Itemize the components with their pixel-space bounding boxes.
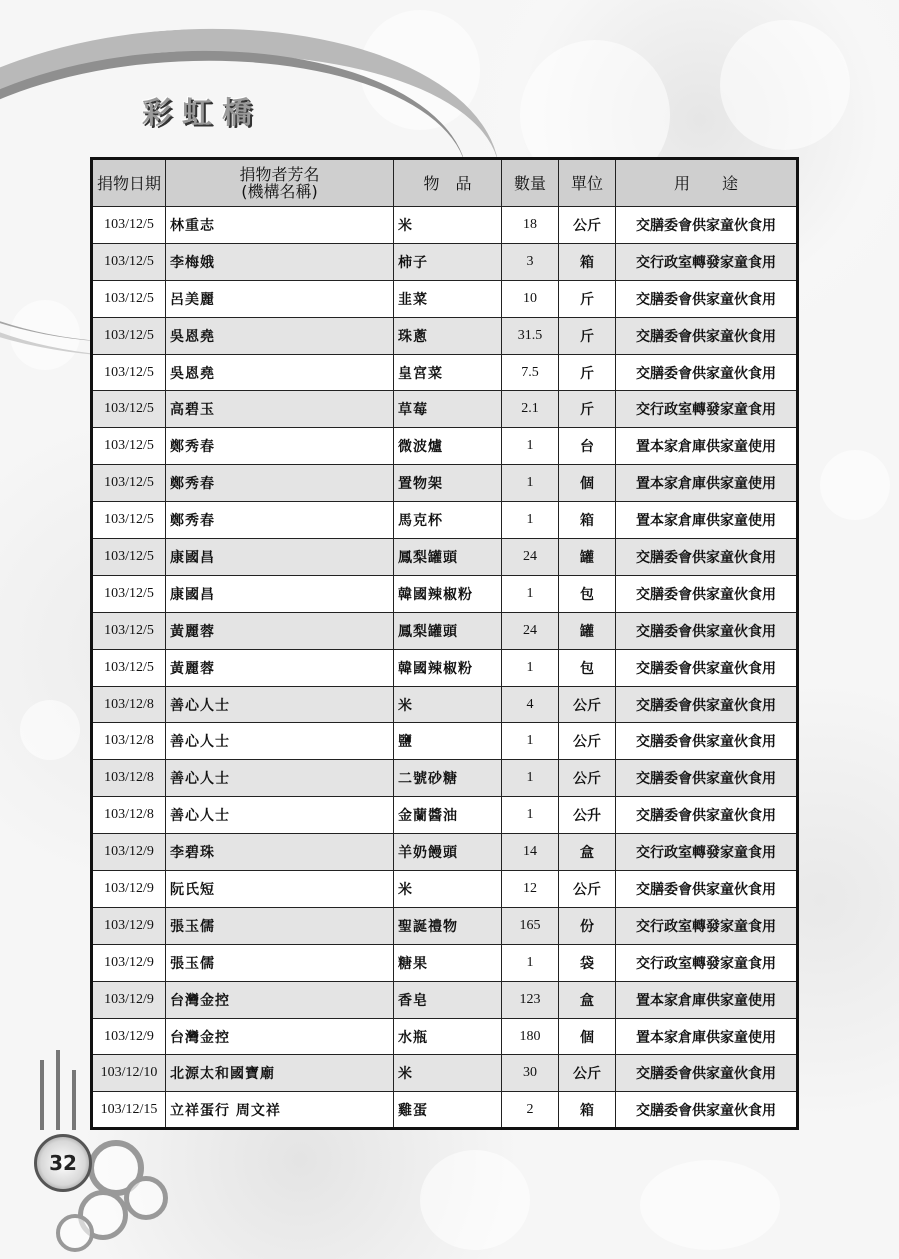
cell-donor: 鄭秀春 xyxy=(166,502,394,539)
cell-purpose: 交行政室轉發家童食用 xyxy=(616,944,798,981)
table-row xyxy=(92,502,798,539)
table-row xyxy=(92,797,798,834)
cell-quantity: 1 xyxy=(502,428,559,465)
table-row xyxy=(92,428,798,465)
cell-quantity: 1 xyxy=(502,723,559,760)
cell-date: 103/12/5 xyxy=(92,502,166,539)
cell-purpose: 交膳委會供家童伙食用 xyxy=(616,1055,798,1092)
cell-quantity: 4 xyxy=(502,686,559,723)
cell-item: 置物架 xyxy=(394,465,502,502)
cell-date: 103/12/5 xyxy=(92,575,166,612)
cell-donor: 台灣金控 xyxy=(166,981,394,1018)
cell-unit: 份 xyxy=(559,907,616,944)
cell-purpose: 交膳委會供家童伙食用 xyxy=(616,280,798,317)
cell-date: 103/12/9 xyxy=(92,907,166,944)
cell-donor: 黃麗蓉 xyxy=(166,649,394,686)
cell-item: 香皂 xyxy=(394,981,502,1018)
cell-purpose: 交膳委會供家童伙食用 xyxy=(616,723,798,760)
cell-purpose: 交行政室轉發家童食用 xyxy=(616,907,798,944)
cell-donor: 康國昌 xyxy=(166,575,394,612)
cell-donor: 李梅娥 xyxy=(166,243,394,280)
flower-stem xyxy=(56,1050,60,1130)
cell-purpose: 置本家倉庫供家童使用 xyxy=(616,428,798,465)
cell-donor: 吳恩堯 xyxy=(166,354,394,391)
cell-unit: 包 xyxy=(559,649,616,686)
cell-date: 103/12/5 xyxy=(92,612,166,649)
cell-item: 二號砂糖 xyxy=(394,760,502,797)
table-row xyxy=(92,207,798,244)
cell-purpose: 交膳委會供家童伙食用 xyxy=(616,575,798,612)
cell-unit: 箱 xyxy=(559,243,616,280)
table-row xyxy=(92,243,798,280)
section-title: 彩虹橋 xyxy=(142,96,262,131)
cell-quantity: 180 xyxy=(502,1018,559,1055)
cell-purpose: 交膳委會供家童伙食用 xyxy=(616,354,798,391)
cell-purpose: 交膳委會供家童伙食用 xyxy=(616,317,798,354)
cell-unit: 公斤 xyxy=(559,760,616,797)
cell-purpose: 交膳委會供家童伙食用 xyxy=(616,760,798,797)
cell-quantity: 1 xyxy=(502,760,559,797)
cell-quantity: 2 xyxy=(502,1092,559,1129)
cell-quantity: 24 xyxy=(502,539,559,576)
cell-date: 103/12/8 xyxy=(92,760,166,797)
cell-donor: 張玉儒 xyxy=(166,944,394,981)
flower-stem xyxy=(72,1070,76,1130)
cell-unit: 盒 xyxy=(559,834,616,871)
cell-unit: 袋 xyxy=(559,944,616,981)
cell-item: 韓國辣椒粉 xyxy=(394,575,502,612)
cell-donor: 台灣金控 xyxy=(166,1018,394,1055)
cell-donor: 吳恩堯 xyxy=(166,317,394,354)
cell-quantity: 1 xyxy=(502,944,559,981)
cell-donor: 李碧珠 xyxy=(166,834,394,871)
cell-donor: 阮氏短 xyxy=(166,871,394,908)
cell-item: 韓國辣椒粉 xyxy=(394,649,502,686)
cell-quantity: 1 xyxy=(502,465,559,502)
table-row xyxy=(92,871,798,908)
cell-quantity: 1 xyxy=(502,649,559,686)
background-bubble xyxy=(640,1160,780,1250)
cell-donor: 康國昌 xyxy=(166,539,394,576)
cell-purpose: 交行政室轉發家童食用 xyxy=(616,834,798,871)
cell-unit: 斤 xyxy=(559,391,616,428)
cell-date: 103/12/9 xyxy=(92,981,166,1018)
cell-date: 103/12/9 xyxy=(92,871,166,908)
cell-purpose: 交膳委會供家童伙食用 xyxy=(616,539,798,576)
table-row xyxy=(92,1092,798,1129)
cell-donor: 立祥蛋行 周文祥 xyxy=(166,1092,394,1129)
cell-unit: 個 xyxy=(559,465,616,502)
cell-item: 珠蔥 xyxy=(394,317,502,354)
header-purpose: 用 途 xyxy=(616,159,798,207)
header-quantity: 數量 xyxy=(502,159,559,207)
cell-unit: 罐 xyxy=(559,539,616,576)
table-row xyxy=(92,981,798,1018)
cell-date: 103/12/9 xyxy=(92,944,166,981)
cell-date: 103/12/5 xyxy=(92,649,166,686)
cell-donor: 呂美麗 xyxy=(166,280,394,317)
table-row xyxy=(92,944,798,981)
cell-unit: 箱 xyxy=(559,502,616,539)
cell-purpose: 交行政室轉發家童食用 xyxy=(616,391,798,428)
cell-item: 米 xyxy=(394,871,502,908)
cell-date: 103/12/8 xyxy=(92,797,166,834)
cell-quantity: 7.5 xyxy=(502,354,559,391)
cell-unit: 公斤 xyxy=(559,871,616,908)
cell-unit: 盒 xyxy=(559,981,616,1018)
cell-unit: 箱 xyxy=(559,1092,616,1129)
cell-donor: 善心人士 xyxy=(166,723,394,760)
cell-purpose: 置本家倉庫供家童使用 xyxy=(616,1018,798,1055)
decorative-ring xyxy=(124,1176,168,1220)
table-row xyxy=(92,280,798,317)
cell-date: 103/12/9 xyxy=(92,834,166,871)
cell-unit: 斤 xyxy=(559,354,616,391)
cell-purpose: 交膳委會供家童伙食用 xyxy=(616,207,798,244)
page-number: 32 xyxy=(34,1134,92,1192)
cell-item: 微波爐 xyxy=(394,428,502,465)
table-row xyxy=(92,834,798,871)
cell-date: 103/12/5 xyxy=(92,391,166,428)
cell-item: 鳳梨罐頭 xyxy=(394,612,502,649)
table-row xyxy=(92,907,798,944)
table-header-row xyxy=(92,159,798,207)
cell-unit: 包 xyxy=(559,575,616,612)
cell-date: 103/12/5 xyxy=(92,428,166,465)
cell-purpose: 交膳委會供家童伙食用 xyxy=(616,612,798,649)
cell-date: 103/12/8 xyxy=(92,686,166,723)
table-row xyxy=(92,317,798,354)
table-row xyxy=(92,575,798,612)
cell-purpose: 交膳委會供家童伙食用 xyxy=(616,871,798,908)
cell-purpose: 置本家倉庫供家童使用 xyxy=(616,981,798,1018)
cell-donor: 善心人士 xyxy=(166,686,394,723)
cell-quantity: 123 xyxy=(502,981,559,1018)
cell-quantity: 1 xyxy=(502,502,559,539)
flower-stem xyxy=(40,1060,44,1130)
cell-purpose: 交膳委會供家童伙食用 xyxy=(616,649,798,686)
header-donor: 捐物者芳名 (機構名稱) xyxy=(166,159,394,207)
table-row xyxy=(92,1055,798,1092)
cell-donor: 善心人士 xyxy=(166,797,394,834)
cell-unit: 公升 xyxy=(559,797,616,834)
cell-date: 103/12/10 xyxy=(92,1055,166,1092)
cell-item: 米 xyxy=(394,1055,502,1092)
cell-quantity: 18 xyxy=(502,207,559,244)
table-row xyxy=(92,723,798,760)
background-bubble xyxy=(720,20,850,150)
cell-quantity: 2.1 xyxy=(502,391,559,428)
cell-quantity: 3 xyxy=(502,243,559,280)
cell-item: 韭菜 xyxy=(394,280,502,317)
table-row xyxy=(92,391,798,428)
cell-quantity: 1 xyxy=(502,797,559,834)
table-row xyxy=(92,354,798,391)
cell-item: 水瓶 xyxy=(394,1018,502,1055)
cell-date: 103/12/5 xyxy=(92,354,166,391)
cell-unit: 公斤 xyxy=(559,686,616,723)
cell-donor: 張玉儒 xyxy=(166,907,394,944)
cell-date: 103/12/5 xyxy=(92,317,166,354)
header-date: 捐物日期 xyxy=(92,159,166,207)
cell-item: 柿子 xyxy=(394,243,502,280)
cell-item: 皇宮菜 xyxy=(394,354,502,391)
cell-item: 馬克杯 xyxy=(394,502,502,539)
cell-item: 鹽 xyxy=(394,723,502,760)
header-item: 物 品 xyxy=(394,159,502,207)
cell-donor: 鄭秀春 xyxy=(166,428,394,465)
cell-unit: 台 xyxy=(559,428,616,465)
cell-item: 糖果 xyxy=(394,944,502,981)
table-row xyxy=(92,649,798,686)
cell-quantity: 31.5 xyxy=(502,317,559,354)
cell-quantity: 30 xyxy=(502,1055,559,1092)
background-bubble xyxy=(20,700,80,760)
cell-unit: 罐 xyxy=(559,612,616,649)
table-row xyxy=(92,612,798,649)
table-row xyxy=(92,465,798,502)
cell-purpose: 交膳委會供家童伙食用 xyxy=(616,1092,798,1129)
cell-unit: 斤 xyxy=(559,280,616,317)
table-row xyxy=(92,686,798,723)
cell-item: 米 xyxy=(394,686,502,723)
cell-purpose: 交膳委會供家童伙食用 xyxy=(616,686,798,723)
cell-item: 草莓 xyxy=(394,391,502,428)
cell-unit: 個 xyxy=(559,1018,616,1055)
donation-table xyxy=(90,157,799,1130)
decorative-ring xyxy=(56,1214,94,1252)
background-bubble xyxy=(820,450,890,520)
cell-item: 米 xyxy=(394,207,502,244)
header-unit: 單位 xyxy=(559,159,616,207)
cell-date: 103/12/5 xyxy=(92,207,166,244)
cell-unit: 斤 xyxy=(559,317,616,354)
cell-date: 103/12/5 xyxy=(92,539,166,576)
cell-quantity: 10 xyxy=(502,280,559,317)
cell-unit: 公斤 xyxy=(559,1055,616,1092)
cell-unit: 公斤 xyxy=(559,207,616,244)
cell-donor: 北源太和國寶廟 xyxy=(166,1055,394,1092)
table-row xyxy=(92,760,798,797)
cell-item: 聖誕禮物 xyxy=(394,907,502,944)
cell-donor: 林重志 xyxy=(166,207,394,244)
cell-donor: 鄭秀春 xyxy=(166,465,394,502)
cell-date: 103/12/5 xyxy=(92,465,166,502)
cell-donor: 善心人士 xyxy=(166,760,394,797)
cell-item: 金蘭醬油 xyxy=(394,797,502,834)
cell-donor: 高碧玉 xyxy=(166,391,394,428)
cell-purpose: 置本家倉庫供家童使用 xyxy=(616,502,798,539)
cell-date: 103/12/8 xyxy=(92,723,166,760)
cell-quantity: 165 xyxy=(502,907,559,944)
cell-quantity: 24 xyxy=(502,612,559,649)
cell-date: 103/12/9 xyxy=(92,1018,166,1055)
cell-date: 103/12/15 xyxy=(92,1092,166,1129)
cell-date: 103/12/5 xyxy=(92,280,166,317)
cell-purpose: 交行政室轉發家童食用 xyxy=(616,243,798,280)
cell-purpose: 置本家倉庫供家童使用 xyxy=(616,465,798,502)
cell-quantity: 14 xyxy=(502,834,559,871)
cell-unit: 公斤 xyxy=(559,723,616,760)
cell-quantity: 12 xyxy=(502,871,559,908)
cell-donor: 黃麗蓉 xyxy=(166,612,394,649)
table-row xyxy=(92,539,798,576)
cell-quantity: 1 xyxy=(502,575,559,612)
cell-item: 雞蛋 xyxy=(394,1092,502,1129)
background-bubble xyxy=(420,1150,530,1250)
cell-date: 103/12/5 xyxy=(92,243,166,280)
cell-purpose: 交膳委會供家童伙食用 xyxy=(616,797,798,834)
cell-item: 鳳梨罐頭 xyxy=(394,539,502,576)
cell-item: 羊奶饅頭 xyxy=(394,834,502,871)
table-row xyxy=(92,1018,798,1055)
